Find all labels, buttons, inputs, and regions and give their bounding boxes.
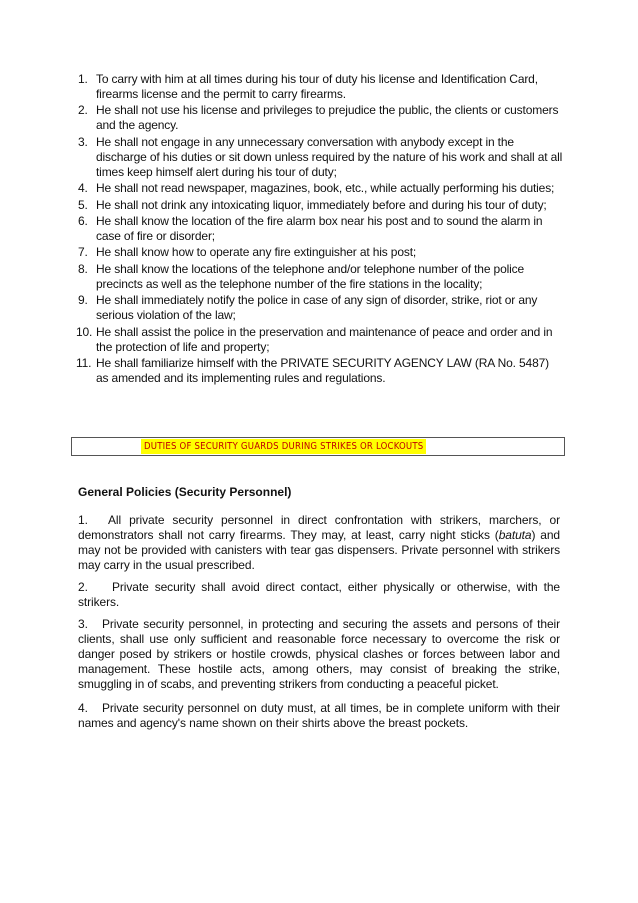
list-item: 5. He shall not drink any intoxicating liquor, immediately before and during his tour of duty; [78,197,547,212]
policy-paragraph-4: 4. Private security personnel on duty must, at all times, be in complete uniform with their names and agency's name shown on their shirts above the breast pockets. [78,701,560,730]
list-item-text: He shall not drink any intoxicating liquor, immediately before and during his tour of duty; [96,197,547,212]
list-item: 2. He shall not use his license and privileges to prejudice the public, the clients or customers and the agency. [78,103,559,133]
list-item-text: He shall immediately notify the police in case of any sign of disorder, strike, riot or any serious violation of the law; [96,293,538,323]
list-item: 11. He shall familiarize himself with the PRIVATE SECURITY AGENCY LAW (RA No. 5487) as amended and its implementing rules and regulations. [76,355,549,385]
list-item-text: He shall know the locations of the telephone and/or telephone number of the police precincts as well as the telephone number of the fire stations in the locality; [96,261,524,291]
list-item: 1. To carry with him at all times during his tour of duty his license and Identification Card, firearms license and the permit to carry firearms. [78,72,538,101]
list-item-text: He shall assist the police in the preservation and maintenance of peace and order and in the protection of life and property; [96,324,553,354]
italic-term: batuta [498,528,532,542]
list-item: 10. He shall assist the police in the preservation and maintenance of peace and order and in the protection of life and property; [76,324,553,354]
paragraph-number: 2. [78,580,88,594]
list-item: 8. He shall know the locations of the telephone and/or telephone number of the police precincts as well as the telephone number of the fire stations in the locality; [78,261,524,291]
list-item-text: He shall know how to operate any fire extinguisher at his post; [96,245,417,260]
list-item: 3. He shall not engage in any unnecessary conversation with anybody except in the discharge of his duties or sit down unless required by the nature of his work and shall at all times keep himself alert during his tour of duty; [78,134,563,179]
duties-list [78,72,564,387]
policy-paragraph-2: 2. Private security shall avoid direct contact, either physically or otherwise, with the strikers. [78,580,560,609]
list-item-text: To carry with him at all times during his tour of duty his license and Identification Card, firearms license and the permit to carry firearms. [96,72,538,101]
list-item-text: He shall familiarize himself with the PRIVATE SECURITY AGENCY LAW (RA No. 5487) as amended and its implementing rules and regulations. [96,355,549,385]
list-item: 7. He shall know how to operate any fire extinguisher at his post; [78,245,417,260]
policy-paragraph-3: 3. Private security personnel, in protecting and securing the assets and persons of their clients, shall use only sufficient and reasonable force necessary to overcome the risk or danger posed by strikers or hostile crowds, physical clashes or forces between labor and management. These hostile acts, among others, may consist of breaking the strike, smuggling in of scabs, and preventing strikers from conducting a peaceful picket. [78,617,560,691]
section-banner [71,437,565,456]
policy-paragraph-1: 1. All private security personnel in direct confrontation with strikers, marchers, or demonstrators shall not carry firearms. They may, at least, carry night sticks (batuta) and may not be provided with canisters with tear gas dispensers. Private personnel with strikers may carry in the usual prescribed. [78,513,560,572]
list-item-text: He shall not read newspaper, magazines, book, etc., while actually performing his duties; [96,181,555,196]
paragraph-number: 4. [78,701,88,715]
list-item: 6. He shall know the location of the fire alarm box near his post and to sound the alarm in case of fire or disorder; [78,213,543,243]
paragraph-number: 1. [78,513,88,527]
section-title: General Policies (Security Personnel) [78,485,292,499]
list-item: 9. He shall immediately notify the police in case of any sign of disorder, strike, riot or any serious violation of the law; [78,293,538,323]
list-item-text: He shall not use his license and privileges to prejudice the public, the clients or customers and the agency. [96,103,559,133]
paragraph-number: 3. [78,617,88,631]
list-item: 4. He shall not read newspaper, magazines, book, etc., while actually performing his duties; [78,181,555,196]
list-item-text: He shall not engage in any unnecessary conversation with anybody except in the discharge of his duties or sit down unless required by the nature of his work and shall at all times keep himself alert during his tour of duty; [96,134,563,179]
list-item-text: He shall know the location of the fire alarm box near his post and to sound the alarm in case of fire or disorder; [96,213,543,243]
banner-heading: DUTIES OF SECURITY GUARDS DURING STRIKES OR LOCKOUTS [141,439,426,454]
